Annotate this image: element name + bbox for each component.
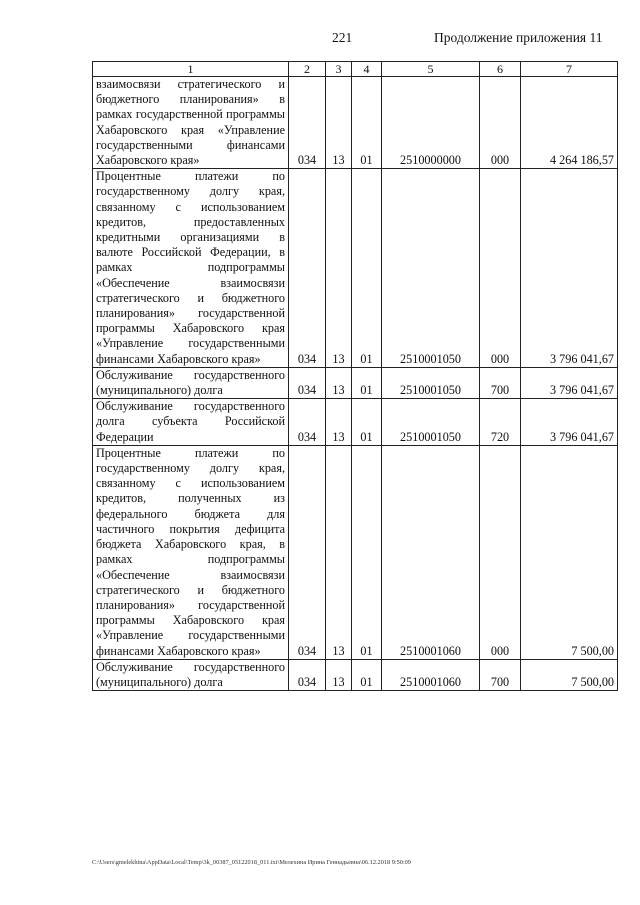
row-pr-code: 01 — [352, 367, 382, 398]
row-pr-code: 01 — [352, 445, 382, 659]
row-rz-code: 13 — [326, 445, 352, 659]
row-pr-code: 01 — [352, 659, 382, 690]
row-vr-code: 000 — [480, 77, 521, 169]
row-sum: 3 796 041,67 — [521, 367, 618, 398]
row-rz-code: 13 — [326, 77, 352, 169]
row-vr-code: 000 — [480, 169, 521, 368]
row-sum: 3 796 041,67 — [521, 169, 618, 368]
row-rz-code: 13 — [326, 169, 352, 368]
row-gr-code: 034 — [289, 169, 326, 368]
row-csr-code: 2510001050 — [382, 399, 480, 446]
column-header: 5 — [382, 62, 480, 77]
table-row — [93, 169, 618, 368]
row-name: Обслуживание государственного (муниципального) долга — [93, 367, 289, 398]
row-rz-code: 13 — [326, 367, 352, 398]
column-header: 7 — [521, 62, 618, 77]
row-csr-code: 2510000000 — [382, 77, 480, 169]
column-header: 6 — [480, 62, 521, 77]
row-name: Обслуживание государственного долга субъекта Российской Федерации — [93, 399, 289, 446]
row-rz-code: 13 — [326, 399, 352, 446]
table-row — [93, 399, 618, 446]
table-row — [93, 367, 618, 398]
budget-table — [92, 61, 618, 691]
row-vr-code: 000 — [480, 445, 521, 659]
column-header: 4 — [352, 62, 382, 77]
row-gr-code: 034 — [289, 399, 326, 446]
column-header: 3 — [326, 62, 352, 77]
row-name: Процентные платежи по государственному долгу края, связанному с использованием кредитов, полученных из федерального бюджета для частичного покрытия дефицита бюджета Хабаровского края, в рамках подпрограммы «Обеспечение взаимосвязи стратегического и бюджетного планирования» государственной программы Хабаровского края «Управление государственными финансами Хабаровского края» — [93, 445, 289, 659]
appendix-continuation-label: Продолжение приложения 11 — [434, 30, 603, 45]
row-name: взаимосвязи стратегического и бюджетного планирования» в рамках государственной программы Хабаровского края «Управление государственными финансами Хабаровского края» — [93, 77, 289, 169]
table-row — [93, 77, 618, 169]
row-sum: 4 264 186,57 — [521, 77, 618, 169]
row-gr-code: 034 — [289, 367, 326, 398]
row-gr-code: 034 — [289, 445, 326, 659]
row-sum: 7 500,00 — [521, 659, 618, 690]
row-csr-code: 2510001060 — [382, 659, 480, 690]
file-path-footer: C:\Users\gmelekhina\AppData\Local\Temp\3k_00387_05122018_011.txt\Мелехина Ирина Геннадьевна\06.12.2018 9:50:09 — [92, 859, 411, 866]
row-name: Обслуживание государственного (муниципального) долга — [93, 659, 289, 690]
row-rz-code: 13 — [326, 659, 352, 690]
row-csr-code: 2510001060 — [382, 445, 480, 659]
column-header: 2 — [289, 62, 326, 77]
row-vr-code: 700 — [480, 367, 521, 398]
column-header: 1 — [93, 62, 289, 77]
row-sum: 3 796 041,67 — [521, 399, 618, 446]
row-name: Процентные платежи по государственному долгу края, связанному с использованием кредитов, предоставленных кредитными организациями в валюте Российской Федерации, в рамках подпрограммы «Обеспечение взаимосвязи стратегического и бюджетного планирования» государственной программы Хабаровского края «Управление государственными финансами Хабаровского края» — [93, 169, 289, 368]
row-vr-code: 720 — [480, 399, 521, 446]
row-pr-code: 01 — [352, 77, 382, 169]
row-csr-code: 2510001050 — [382, 367, 480, 398]
table-header-row — [93, 62, 618, 77]
page-number: 221 — [332, 30, 353, 45]
row-pr-code: 01 — [352, 399, 382, 446]
row-vr-code: 700 — [480, 659, 521, 690]
row-gr-code: 034 — [289, 659, 326, 690]
row-csr-code: 2510001050 — [382, 169, 480, 368]
table-row — [93, 659, 618, 690]
row-sum: 7 500,00 — [521, 445, 618, 659]
row-pr-code: 01 — [352, 169, 382, 368]
row-gr-code: 034 — [289, 77, 326, 169]
table-row — [93, 445, 618, 659]
